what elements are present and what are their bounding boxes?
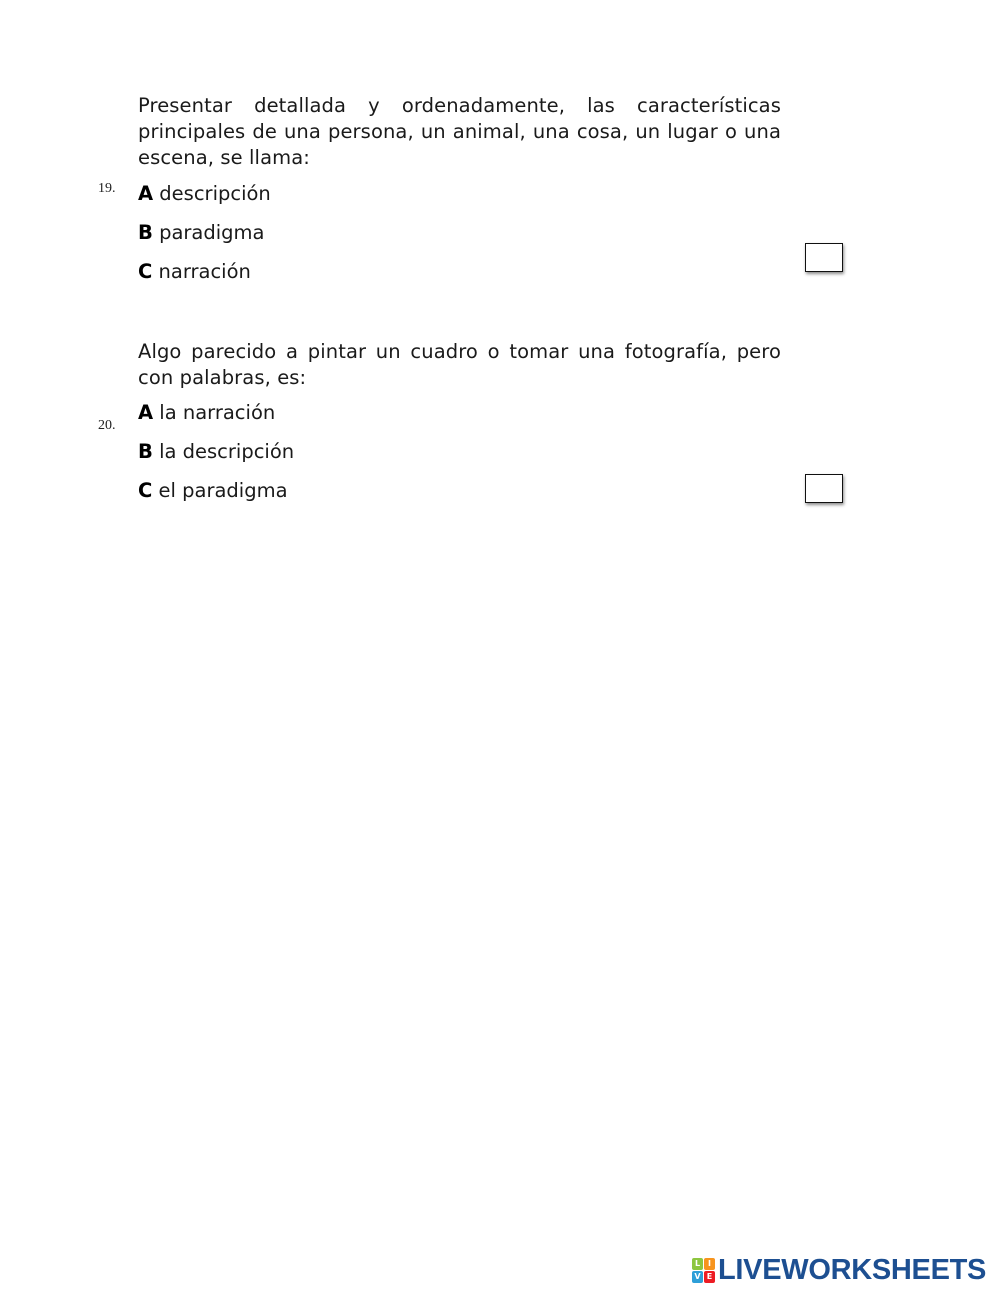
option-text: la narración (159, 401, 276, 424)
question-20-number: 20. (98, 418, 116, 433)
option-letter: C (138, 479, 153, 502)
question-19-text: Presentar detallada y ordenadamente, las características principales de una persona, un animal, una cosa, un lugar o una escena, se llama: (138, 94, 781, 169)
liveworksheets-logo (692, 1256, 986, 1284)
logo-mark-cell: I (704, 1258, 715, 1270)
option-letter: B (138, 221, 153, 244)
question-19-answer-box[interactable] (805, 243, 843, 272)
option-text: el paradigma (158, 479, 288, 502)
question-20-text: Algo parecido a pintar un cuadro o tomar una fotografía, pero con palabras, es: (138, 340, 781, 389)
question-20-option-b (138, 439, 294, 465)
option-letter: B (138, 440, 153, 463)
logo-mark-cell: E (704, 1271, 715, 1283)
option-text: descripción (159, 182, 271, 205)
option-letter: A (138, 401, 154, 424)
question-20-answer-box[interactable] (805, 474, 843, 503)
question-19-option-c (138, 259, 251, 285)
option-text: la descripción (159, 440, 295, 463)
option-text: paradigma (159, 221, 265, 244)
option-letter: C (138, 260, 153, 283)
option-letter: A (138, 182, 154, 205)
logo-text: LIVEWORKSHEETS (718, 1254, 987, 1286)
question-19-number: 19. (98, 181, 116, 196)
question-20-option-a (138, 400, 275, 426)
question-19-option-b (138, 220, 265, 246)
question-19-option-a (138, 181, 271, 207)
option-text: narración (158, 260, 251, 283)
liveworksheets-mark-icon (692, 1258, 715, 1283)
question-20-option-c (138, 478, 288, 504)
logo-mark-cell: V (692, 1271, 703, 1283)
logo-mark-cell: L (692, 1258, 703, 1270)
